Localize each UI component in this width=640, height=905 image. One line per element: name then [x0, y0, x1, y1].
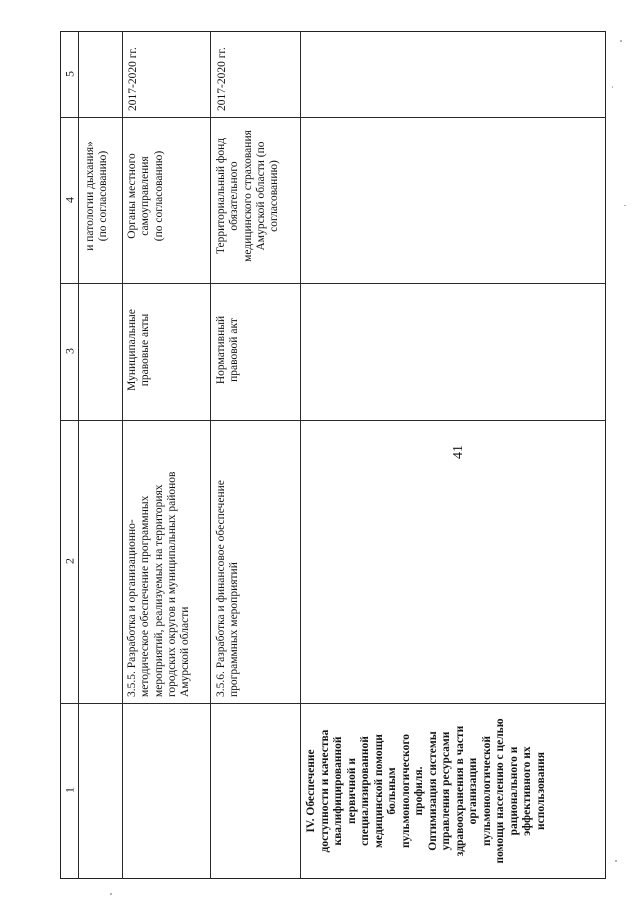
executor-line: (по согласованию): [97, 150, 110, 242]
row-divider: [210, 31, 211, 879]
executor-3-5-6: [215, 118, 281, 274]
section-iv-title: [305, 708, 548, 874]
section-title-line: рационального и: [507, 746, 520, 836]
section-title-line: здравоохранения в части: [453, 725, 466, 857]
section-title-line: организации: [467, 757, 479, 825]
activity-line: городских округов и муниципальных районов: [165, 471, 178, 697]
document-line: правовые акты: [139, 313, 152, 387]
activity-3-5-5: [126, 417, 192, 697]
column-number-2: 2: [62, 558, 77, 564]
scan-speck: [624, 205, 626, 206]
executor-line: (по согласованию): [152, 150, 165, 242]
page-number: 41: [451, 445, 466, 459]
period-3-5-6: [216, 31, 229, 111]
section-title-line: больным: [386, 767, 398, 815]
section-title-line: медицинской помощи: [372, 734, 385, 848]
section-title-line: квалифицированной: [332, 736, 344, 846]
executor-line: обязательного: [228, 161, 241, 231]
period-3-5-5: [127, 31, 140, 111]
executor-line: согласованию): [268, 160, 281, 232]
activity-line: программных мероприятий: [228, 562, 241, 697]
section-title-line: специализированной: [359, 736, 371, 846]
executor-cell-continued: [84, 118, 111, 274]
column-number-3: 3: [62, 348, 77, 354]
document-3-5-5: [126, 286, 153, 414]
activity-3-5-6: [215, 417, 242, 697]
column-divider: [60, 703, 606, 704]
executor-line: медицинского страхования: [241, 130, 254, 262]
section-title-line: управления ресурсами: [440, 731, 452, 851]
column-number-1: 1: [62, 787, 77, 793]
activity-line: 3.5.6. Разработка и финансовое обеспечение: [215, 480, 227, 697]
column-number-5: 5: [62, 71, 77, 77]
section-title-line: первичной и: [345, 758, 358, 824]
section-title-line: помощи населению с целью: [494, 718, 506, 864]
executor-line: и патологии дыхания»: [84, 141, 96, 251]
period-line: 2017-2020 гг.: [127, 47, 139, 111]
row-divider: [78, 31, 79, 879]
section-title-line: IV. Обеспечение: [305, 749, 317, 833]
scan-speck: [620, 40, 622, 42]
document-line: правовой акт: [228, 318, 241, 382]
activity-line: 3.5.5. Разработка и организационно-: [126, 519, 138, 697]
period-line: 2017-2020 гг.: [216, 47, 228, 111]
section-title-line: использования: [534, 752, 547, 830]
activity-line: мероприятий, реализуемых на территориях: [152, 484, 165, 697]
section-title-line: Оптимизация системы: [426, 731, 439, 851]
executor-line: Амурской области (по: [254, 141, 267, 251]
activity-line: Амурской области: [179, 606, 192, 697]
section-title-line: профиля.: [413, 766, 425, 816]
section-title-line: доступности и качества: [318, 729, 331, 853]
executor-3-5-5: [126, 118, 166, 274]
scan-speck: [612, 86, 613, 88]
document-3-5-6: [215, 286, 242, 414]
section-title-line: пульмонологического: [399, 733, 412, 849]
section-title-line: эффективного их: [521, 746, 533, 836]
scan-speck: [615, 860, 617, 862]
executor-line: Территориальный фонд: [215, 137, 227, 255]
activity-line: методическое обеспечение программных: [139, 495, 152, 697]
column-number-4: 4: [62, 197, 77, 203]
document-line: Нормативный: [215, 315, 227, 385]
section-title-line: пульмонологической: [480, 736, 493, 847]
scan-speck: [110, 893, 112, 895]
row-divider: [300, 31, 301, 879]
executor-line: Органы местного: [126, 153, 138, 239]
executor-line: самоуправления: [139, 156, 152, 236]
row-divider: [122, 31, 123, 879]
document-line: Муниципальные: [126, 309, 138, 391]
column-divider: [60, 283, 606, 284]
